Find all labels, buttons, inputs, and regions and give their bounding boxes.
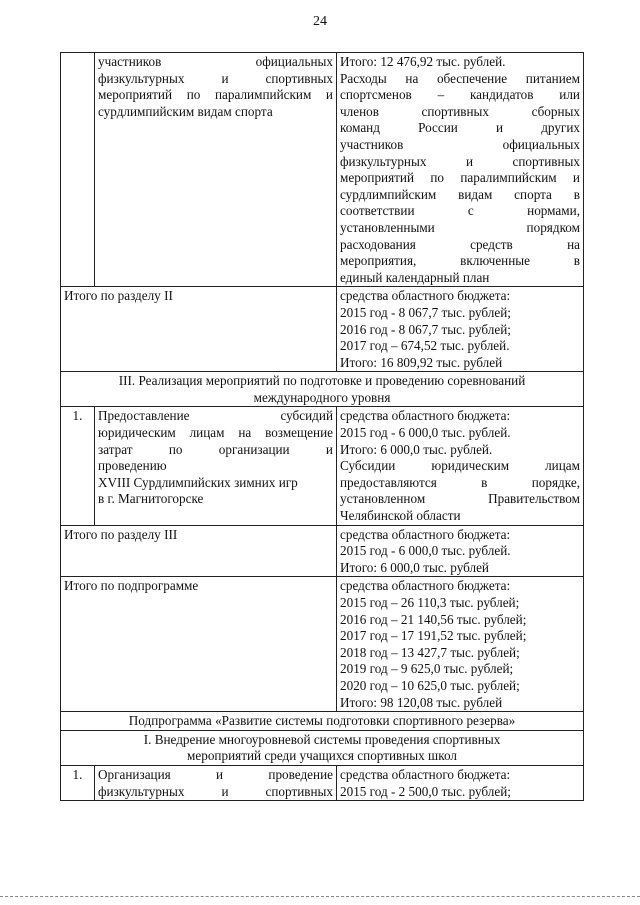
table-row	[61, 407, 584, 525]
page-number: 24	[313, 14, 327, 29]
table-row	[61, 287, 584, 372]
subprogram-heading: Подпрограмма «Развитие системы подготовки спортивного резерва»	[61, 712, 584, 731]
table-row	[61, 712, 584, 731]
row-number: 1.	[61, 407, 95, 525]
measure-name: Предоставление субсидий юридическим лицам на возмещение затрат по организации и проведению XVIII Сурдлимпийских зимних игр в г. Магнитогорске	[95, 407, 337, 525]
financing-cell: средства областного бюджета: 2015 год - 6 000,0 тыс. рублей. Итого: 6 000,0 тыс. рублей. Субсидии юридическим лицам предоставляются в порядке, установленном Правительством Челябинской области	[337, 407, 584, 525]
financing-cell: средства областного бюджета: 2015 год - 2 500,0 тыс. рублей;	[337, 765, 584, 800]
table-row	[61, 577, 584, 712]
financing-cell: средства областного бюджета: 2015 год - 8 067,7 тыс. рублей; 2016 год - 8 067,7 тыс. рублей; 2017 год – 674,52 тыс. рублей. Итого: 16 809,92 тыс. рублей	[337, 287, 584, 372]
page-bottom-rule	[0, 896, 640, 897]
table-row	[61, 765, 584, 800]
total-label: Итого по подпрограмме	[61, 577, 337, 712]
total-label: Итого по разделу III	[61, 525, 337, 577]
section-heading: I. Внедрение многоуровневой системы проведения спортивных мероприятий среди учащихся спортивных школ	[61, 730, 584, 765]
measure-name: участников официальных физкультурных и спортивных мероприятий по паралимпийским и сурдлимпийским видам спорта	[95, 53, 337, 287]
table-row	[61, 53, 584, 287]
row-number: 1.	[61, 765, 95, 800]
table-row	[61, 525, 584, 577]
total-label: Итого по разделу II	[61, 287, 337, 372]
row-number	[61, 53, 95, 287]
table-row	[61, 372, 584, 407]
program-table	[60, 52, 584, 801]
financing-cell: средства областного бюджета: 2015 год - 6 000,0 тыс. рублей. Итого: 6 000,0 тыс. рублей	[337, 525, 584, 577]
measure-name: Организация и проведение физкультурных и спортивных	[95, 765, 337, 800]
table-row	[61, 730, 584, 765]
financing-cell: средства областного бюджета: 2015 год – 26 110,3 тыс. рублей; 2016 год – 21 140,56 тыс. рублей; 2017 год – 17 191,52 тыс. рублей; 2018 год – 13 427,7 тыс. рублей; 2019 год – 9 625,0 тыс. рублей; 2020 год – 10 625,0 тыс. рублей; Итого: 98 120,08 тыс. рублей	[337, 577, 584, 712]
section-heading: III. Реализация мероприятий по подготовке и проведению соревнований международного уровня	[61, 372, 584, 407]
financing-cell: Итого: 12 476,92 тыс. рублей. Расходы на обеспечение питанием спортсменов – кандидатов или членов спортивных сборных команд России и других участников официальных физкультурных и спортивных мероприятий по паралимпийским и сурдлимпийским видам спорта в соответствии с нормами, установленными порядком расходования средств на мероприятия, включенные в единый календарный план	[337, 53, 584, 287]
